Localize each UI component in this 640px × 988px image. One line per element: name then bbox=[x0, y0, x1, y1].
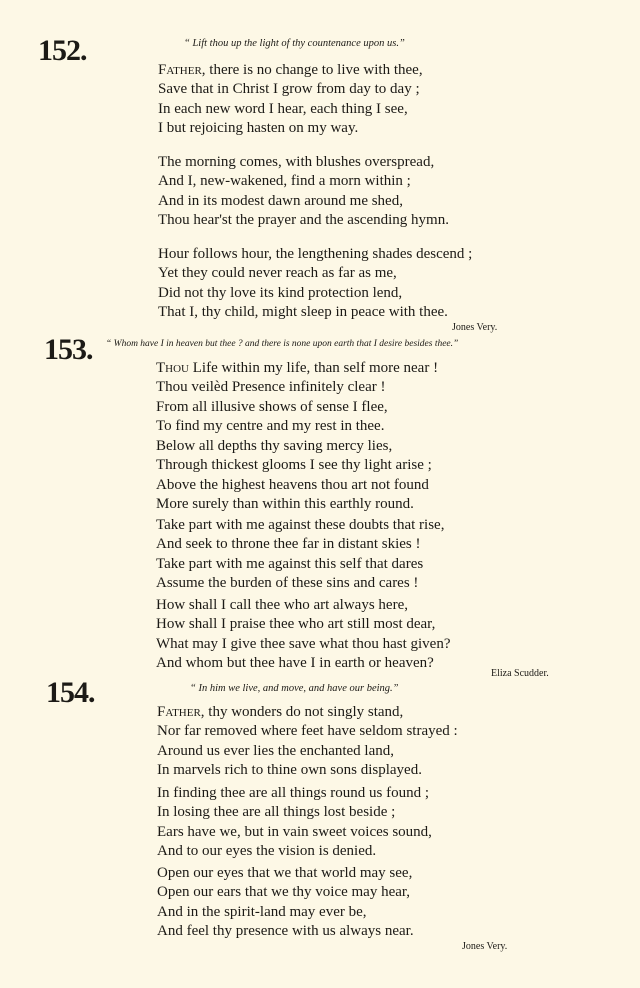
hymn-number: 153. bbox=[44, 333, 93, 366]
verse-line: Above the highest heavens thou art not found bbox=[156, 476, 429, 493]
hymn-author: Jones Very. bbox=[452, 322, 498, 333]
verse-line: How shall I praise thee who art still most dear, bbox=[156, 616, 436, 633]
stanza bbox=[158, 153, 449, 230]
verse-line-rest: Life within my life, than self more near ! bbox=[189, 360, 439, 376]
hymn-author: Eliza Scudder. bbox=[491, 668, 549, 679]
verse-first-word: Thou bbox=[156, 360, 189, 376]
verse-line: How shall I call thee who art always here, bbox=[156, 597, 408, 613]
verse-line: Thou veilèd Presence infinitely clear ! bbox=[156, 379, 386, 396]
verse-line: What may I give thee save what thou hast given? bbox=[156, 635, 451, 652]
stanza bbox=[156, 359, 438, 436]
verse-line: To find my centre and my rest in thee. bbox=[156, 417, 385, 434]
verse-line: Yet they could never reach as far as me, bbox=[158, 265, 397, 282]
verse-first-word: Father bbox=[157, 704, 201, 720]
verse-line: Hour follows hour, the lengthening shades descend ; bbox=[158, 246, 473, 262]
verse-line: In finding thee are all things round us found ; bbox=[157, 785, 430, 801]
verse-line bbox=[158, 61, 423, 80]
hymn-epigraph: “ In him we live, and move, and have our being.” bbox=[190, 683, 399, 694]
verse-line: Did not thy love its kind protection lend, bbox=[158, 284, 403, 301]
stanza bbox=[157, 784, 432, 861]
verse-line: Below all depths thy saving mercy lies, bbox=[156, 438, 393, 454]
hymn-author: Jones Very. bbox=[462, 941, 508, 952]
stanza bbox=[158, 245, 472, 322]
verse-line bbox=[156, 359, 438, 378]
verse-line: Open our ears that we thy voice may hear, bbox=[157, 884, 411, 901]
verse-line: Nor far removed where feet have seldom strayed : bbox=[157, 723, 458, 740]
verse-line: From all illusive shows of sense I flee, bbox=[156, 398, 388, 415]
verse-line: More surely than within this earthly round. bbox=[156, 495, 414, 512]
verse-line: Assume the burden of these sins and cares ! bbox=[156, 574, 419, 591]
stanza bbox=[156, 437, 432, 514]
hymn-number: 152. bbox=[38, 34, 87, 67]
verse-line: Take part with me against this self that dares bbox=[156, 555, 424, 572]
verse-line-rest: , there is no change to live with thee, bbox=[201, 62, 423, 78]
verse-line: Ears have we, but in vain sweet voices sound, bbox=[157, 823, 432, 840]
stanza bbox=[156, 596, 451, 673]
verse-line: I but rejoicing hasten on my way. bbox=[158, 119, 359, 136]
verse-line: That I, thy child, might sleep in peace with thee. bbox=[158, 303, 448, 320]
verse-line: In losing thee are all things lost beside ; bbox=[157, 804, 396, 821]
verse-line: Through thickest glooms I see thy light arise ; bbox=[156, 457, 432, 474]
verse-line: And in the spirit-land may ever be, bbox=[157, 903, 367, 920]
verse-line: And seek to throne thee far in distant skies ! bbox=[156, 536, 421, 553]
verse-line bbox=[157, 703, 458, 722]
stanza bbox=[158, 61, 423, 138]
verse-line: Open our eyes that we that world may see, bbox=[157, 865, 413, 881]
hymn-epigraph: “ Lift thou up the light of thy countenance upon us.” bbox=[184, 38, 405, 49]
stanza bbox=[157, 864, 414, 941]
hymn-number: 154. bbox=[46, 676, 95, 709]
verse-line: Thou hear'st the prayer and the ascending hymn. bbox=[158, 211, 449, 228]
stanza bbox=[156, 516, 444, 593]
verse-line-rest: , thy wonders do not singly stand, bbox=[200, 704, 404, 720]
stanza bbox=[157, 703, 458, 780]
verse-line: And feel thy presence with us always near. bbox=[157, 922, 414, 939]
verse-line: And I, new-wakened, find a morn within ; bbox=[158, 173, 411, 190]
verse-line: In each new word I hear, each thing I see, bbox=[158, 100, 408, 117]
verse-line: The morning comes, with blushes overspread, bbox=[158, 154, 435, 170]
hymn-epigraph: “ Whom have I in heaven but thee ? and there is none upon earth that I desire besides thee.” bbox=[106, 339, 459, 349]
verse-line: Around us ever lies the enchanted land, bbox=[157, 742, 395, 759]
verse-first-word: Father bbox=[158, 62, 202, 78]
verse-line: And to our eyes the vision is denied. bbox=[157, 842, 377, 859]
verse-line: And in its modest dawn around me shed, bbox=[158, 192, 403, 209]
verse-line: In marvels rich to thine own sons displayed. bbox=[157, 761, 422, 778]
verse-line: Take part with me against these doubts that rise, bbox=[156, 517, 445, 533]
verse-line: And whom but thee have I in earth or heaven? bbox=[156, 654, 434, 671]
verse-line: Save that in Christ I grow from day to day ; bbox=[158, 81, 420, 98]
